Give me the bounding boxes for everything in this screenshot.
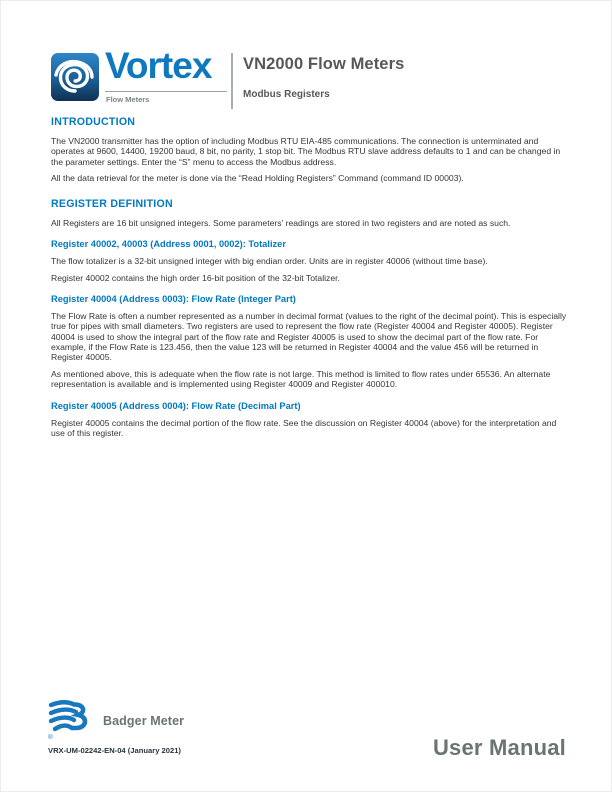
body-paragraph: As mentioned above, this is adequate when the flow rate is not large. This method is limited to flow rates under 65536. An alternate representation is available and is implemented using Register 40009 and Register 400010. [51,369,551,390]
vortex-tagline: Flow Meters [106,95,150,104]
section-heading: INTRODUCTION [51,116,136,128]
doc-type-label: User Manual [432,735,566,760]
page-footer [48,699,566,763]
title-block [243,51,404,100]
body-paragraph: Register 40005 contains the decimal portion of the flow rate. See the discussion on Register 40004 (above) for the interpretation and use of this register. [51,417,557,438]
section-heading: REGISTER DEFINITION [51,197,173,210]
page-header [51,45,566,109]
body-paragraph: The flow totalizer is a 32-bit unsigned integer with big endian order. Units are in register 40006 (without time base). [51,255,488,266]
header-divider [231,53,233,109]
document-body [51,116,568,445]
register-subheading: Register 40004 (Address 0003): Flow Rate (Integer Part) [51,294,296,305]
svg-text:®: ® [48,734,53,741]
page-subtitle: Modbus Registers [243,89,330,100]
body-paragraph: The VN2000 transmitter has the option of including Modbus RTU EIA-485 communications. The connection is unterminated and operates at 9600, 14400, 19200 baud, 8 bit, no parity, 1 stop bit. The Modbus RTU slave address defaults to 1 and can be changed in the parameter settings. Enter the “S” menu to access the Modbus address. [51,136,561,167]
body-paragraph: Register 40002 contains the high order 16-bit position of the 32-bit Totalizer. [51,272,340,283]
vortex-logo [51,45,229,109]
logo-underline [105,91,227,92]
body-paragraph: All Registers are 16 bit unsigned integers. Some parameters’ readings are stored in two registers and are noted as such. [51,217,511,228]
page-title: VN2000 Flow Meters [243,55,405,73]
body-paragraph: All the data retrieval for the meter is done via the “Read Holding Registers” Command (command ID 00003). [51,173,464,184]
badger-meter-logo-icon [48,699,96,741]
doc-number: VRX-UM-02242-EN-04 (January 2021) [48,746,181,755]
badger-company-name: Badger Meter [103,714,185,728]
vortex-brand-text: Vortex [105,45,212,86]
body-paragraph: The Flow Rate is often a number represented as a number in decimal format (values to the right of the decimal point). This is especially true for pipes with small diameters. Two registers are used to represent the flow rate (Register 40004 and Register 40005). Register 40004 is used to show the integral part of the flow rate and Register 40005 is used to show the decimal part of the flow rate. For example, if the Flow Rate is 123.456, then the value 123 will be returned in Register 40004 and the value 456 will be returned in Register 40005. [51,311,567,363]
register-subheading: Register 40002, 40003 (Address 0001, 0002): Totalizer [51,238,286,249]
register-subheading: Register 40005 (Address 0004): Flow Rate (Decimal Part) [51,400,301,411]
vortex-swirl-icon [51,53,99,101]
